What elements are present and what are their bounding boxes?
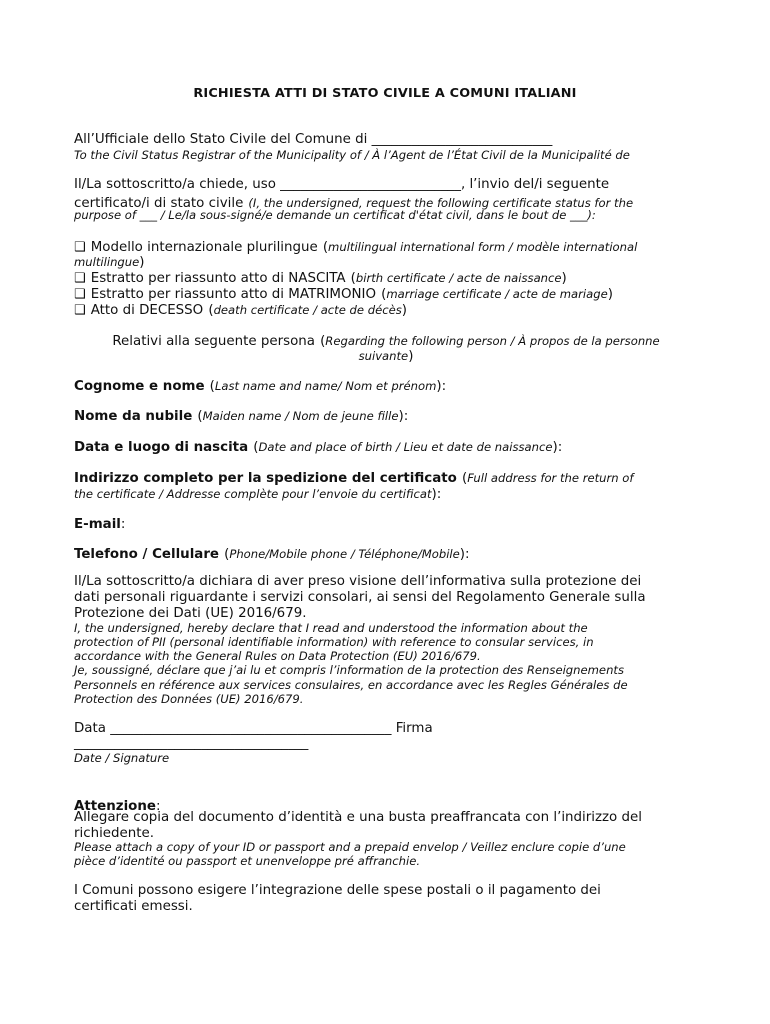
field-note: Last name and name/ Nom et prénom [214,379,437,393]
field-note: Maiden name / Nom de jeune fille [202,409,399,423]
field-phone: Telefono / Cellulare (Phone/Mobile phone / Téléphone/Mobile): [74,547,470,562]
option-note: death certificate / acte de décès [213,303,402,317]
declaration-it-3: Protezione dei Dati (UE) 2016/679. [74,606,307,621]
declaration-fr-1: Je, soussigné, déclare que j’ai lu et compris l’information de la protection des Renseignements [74,663,625,677]
request-line-1: Il/La sottoscritto/a chiede, uso ___________________________, l’invio del/i seguente [74,177,610,192]
attention-en-2: pièce d’identité ou passport et unenveloppe pré affranchie. [74,854,421,868]
request-line-2-en: (I, the undersigned, request the following certificate status for the [248,196,634,210]
checkbox-icon[interactable]: ❑ [74,240,86,255]
option-birth: ❑ Estratto per riassunto atto di NASCITA (birth certificate / acte de naissance) [74,271,567,286]
signature-underline: ___________________________________ [74,736,309,751]
option-multilingual-cont: multilingue) [74,255,145,270]
field-note: Phone/Mobile phone / Téléphone/Mobile [229,547,460,561]
field-label: E-mail [74,517,121,532]
option-death: ❑ Atto di DECESSO (death certificate / acte de décès) [74,303,407,318]
signature-line: Data __________________________________________ Firma [74,721,433,736]
declaration-it-2: dati personali riguardante i servizi consolari, ai sensi del Regolamento Generale sulla [74,590,646,605]
attention-en-1: Please attach a copy of your ID or passport and a prepaid envelop / Veillez enclure copie d’une [74,840,626,854]
declaration-en-1: I, the undersigned, hereby declare that I read and understood the information about the [74,621,588,635]
declaration-fr-3: Protection des Données (UE) 2016/679. [74,692,304,706]
field-note-cont: the certificate / Addresse complète pour l’envoie du certificat [74,487,432,501]
checkbox-icon[interactable]: ❑ [74,271,86,286]
attention-it-1: Allegare copia del documento d’identità e una busta preaffrancata con l’indirizzo del [74,810,642,825]
field-label: Indirizzo completo per la spedizione del certificato [74,471,457,486]
attention-label: Attenzione [74,799,156,814]
field-surname: Cognome e nome (Last name and name/ Nom et prénom): [74,379,447,394]
declaration-en-3: accordance with the General Rules on Data Protection (EU) 2016/679. [74,649,481,663]
addressee-line: All’Ufficiale dello Stato Civile del Comune di ___________________________ [74,132,553,147]
field-note: Date and place of birth / Lieu et date de naissance [258,440,553,454]
declaration-en-2: protection of PII (personal identifiable information) with reference to consular services, in [74,635,594,649]
signature-note: Date / Signature [74,751,170,765]
field-maiden: Nome da nubile (Maiden name / Nom de jeune fille): [74,409,409,424]
option-note-cont: multilingue [74,255,140,269]
addressee-translation: To the Civil Status Registrar of the Municipality of / À l’Agent de l’État Civil de la Municipalité de [74,148,630,162]
request-line-3: purpose of ___ / Le/la sous-signé/e demande un certificat d'état civil, dans le bout de ___): [74,208,596,222]
field-label: Cognome e nome [74,379,205,394]
field-email: E-mail: [74,517,126,532]
option-multilingual: ❑ Modello internazionale plurilingue (multilingual international form / modèle international [74,240,638,255]
field-note: Full address for the return of [467,471,634,485]
request-line-2-it: certificato/i di stato civile [74,196,244,211]
option-label: Modello internazionale plurilingue [90,240,318,255]
field-label: Nome da nubile [74,409,193,424]
option-label: Estratto per riassunto atto di MATRIMONIO [90,287,376,302]
field-label: Telefono / Cellulare [74,547,220,562]
attention-heading: Attenzione: [74,799,161,814]
option-note: birth certificate / acte de naissance [355,271,562,285]
option-note: multilingual international form / modèle international [328,240,638,254]
footer-line-1: I Comuni possono esigere l’integrazione delle spese postali o il pagamento dei [74,883,601,898]
declaration-fr-2: Personnels en référence aux services consulaires, en accordance avec les Regles Générales de [74,678,628,692]
attention-it-2: richiedente. [74,826,155,841]
option-label: Estratto per riassunto atto di NASCITA [90,271,346,286]
option-label: Atto di DECESSO [90,303,204,318]
relativi-note: Regarding the following person / À propos de la personne [325,334,660,348]
relativi-note-cont: suivante [358,349,409,363]
checkbox-icon[interactable]: ❑ [74,303,86,318]
option-marriage: ❑ Estratto per riassunto atto di MATRIMONIO (marriage certificate / acte de mariage) [74,287,613,302]
field-address: Indirizzo completo per la spedizione del certificato (Full address for the return of [74,471,634,486]
relativi-it: Relativi alla seguente persona [112,334,315,349]
field-label: Data e luogo di nascita [74,440,249,455]
relativi-line-2: suivante) [358,349,414,364]
footer-line-2: certificati emessi. [74,899,193,914]
field-address-cont: the certificate / Addresse complète pour l’envoie du certificat): [74,487,442,502]
checkbox-icon[interactable]: ❑ [74,287,86,302]
document-title: RICHIESTA ATTI DI STATO CIVILE A COMUNI ITALIANI [193,86,577,101]
field-birth: Data e luogo di nascita (Date and place of birth / Lieu et date de naissance): [74,440,563,455]
relativi-line: Relativi alla seguente persona (Regarding the following person / À propos de la personne [112,334,660,349]
option-note: marriage certificate / acte de mariage [386,287,608,301]
declaration-it-1: Il/La sottoscritto/a dichiara di aver preso visione dell’informativa sulla protezione dei [74,574,642,589]
